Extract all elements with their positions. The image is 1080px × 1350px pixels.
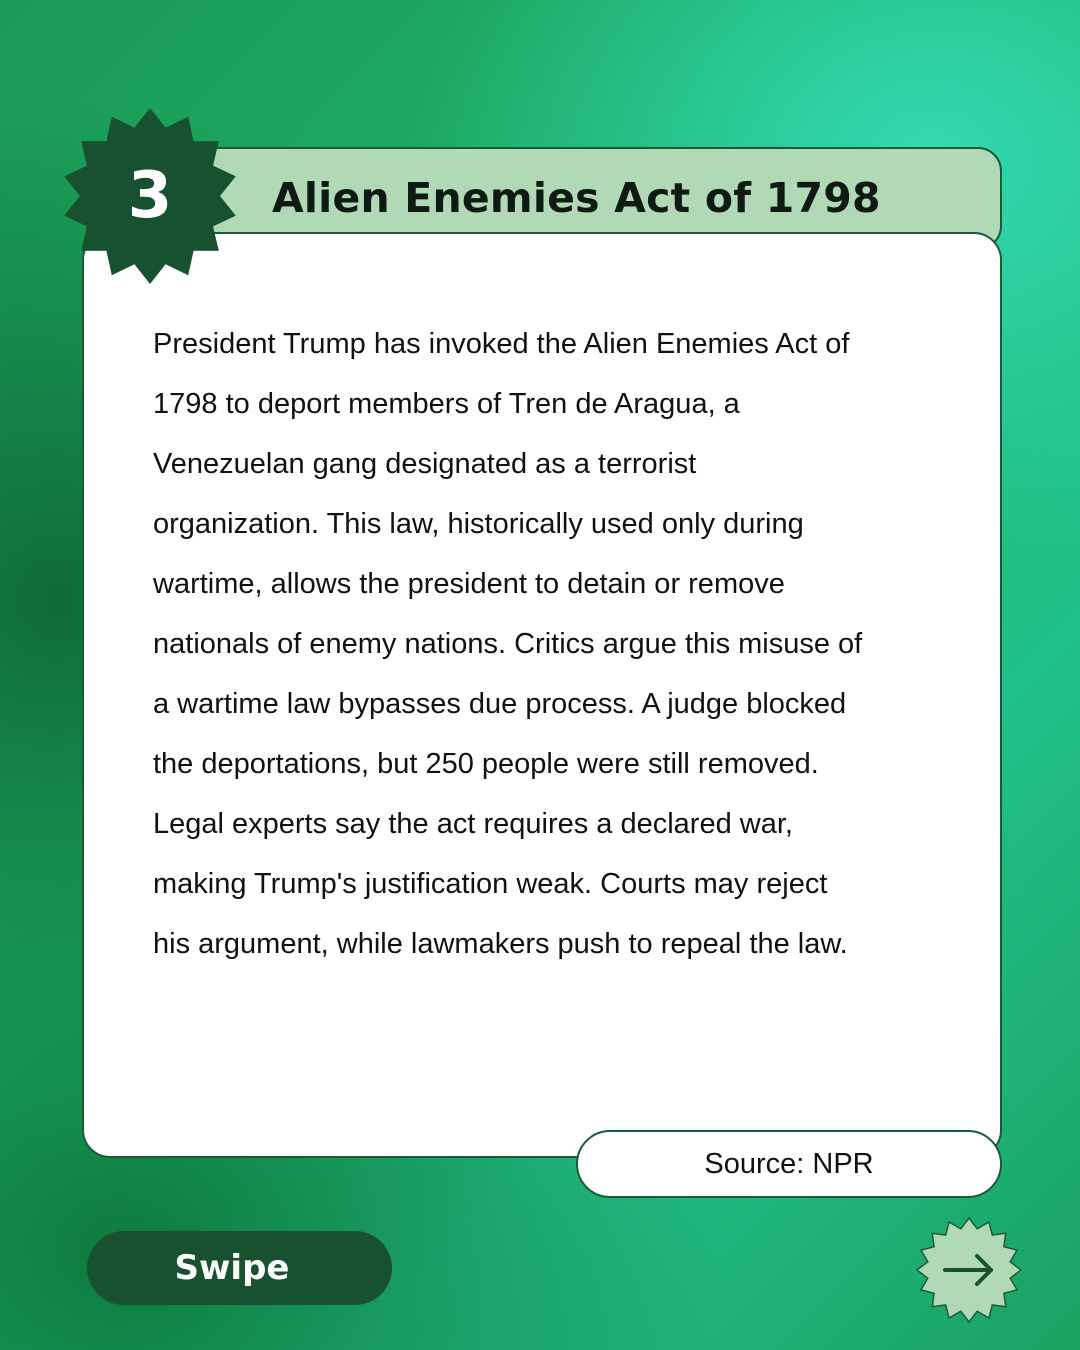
body-line: Legal experts say the act requires a declared war, [153, 808, 793, 840]
body-line: President Trump has invoked the Alien Enemies Act of [153, 328, 850, 360]
body-line: organization. This law, historically used only during [153, 508, 804, 540]
body-line: making Trump's justification weak. Courts may reject [153, 868, 828, 900]
body-line: his argument, while lawmakers push to repeal the law. [153, 928, 848, 960]
body-text [153, 314, 943, 974]
body-line: Venezuelan gang designated as a terrorist [153, 448, 697, 480]
body-line: the deportations, but 250 people were still removed. [153, 748, 819, 780]
page-title: Alien Enemies Act of 1798 [272, 174, 881, 222]
body-line: a wartime law bypasses due process. A judge blocked [153, 688, 847, 720]
body-line: wartime, allows the president to detain or remove [153, 568, 785, 600]
source-label: Source: NPR [704, 1148, 874, 1180]
body-line: 1798 to deport members of Tren de Aragua, a [153, 388, 740, 420]
next-button[interactable] [915, 1216, 1023, 1324]
slide-number: 3 [127, 159, 173, 233]
swipe-label: Swipe [174, 1248, 290, 1288]
body-line: nationals of enemy nations. Critics argue this misuse of [153, 628, 863, 660]
